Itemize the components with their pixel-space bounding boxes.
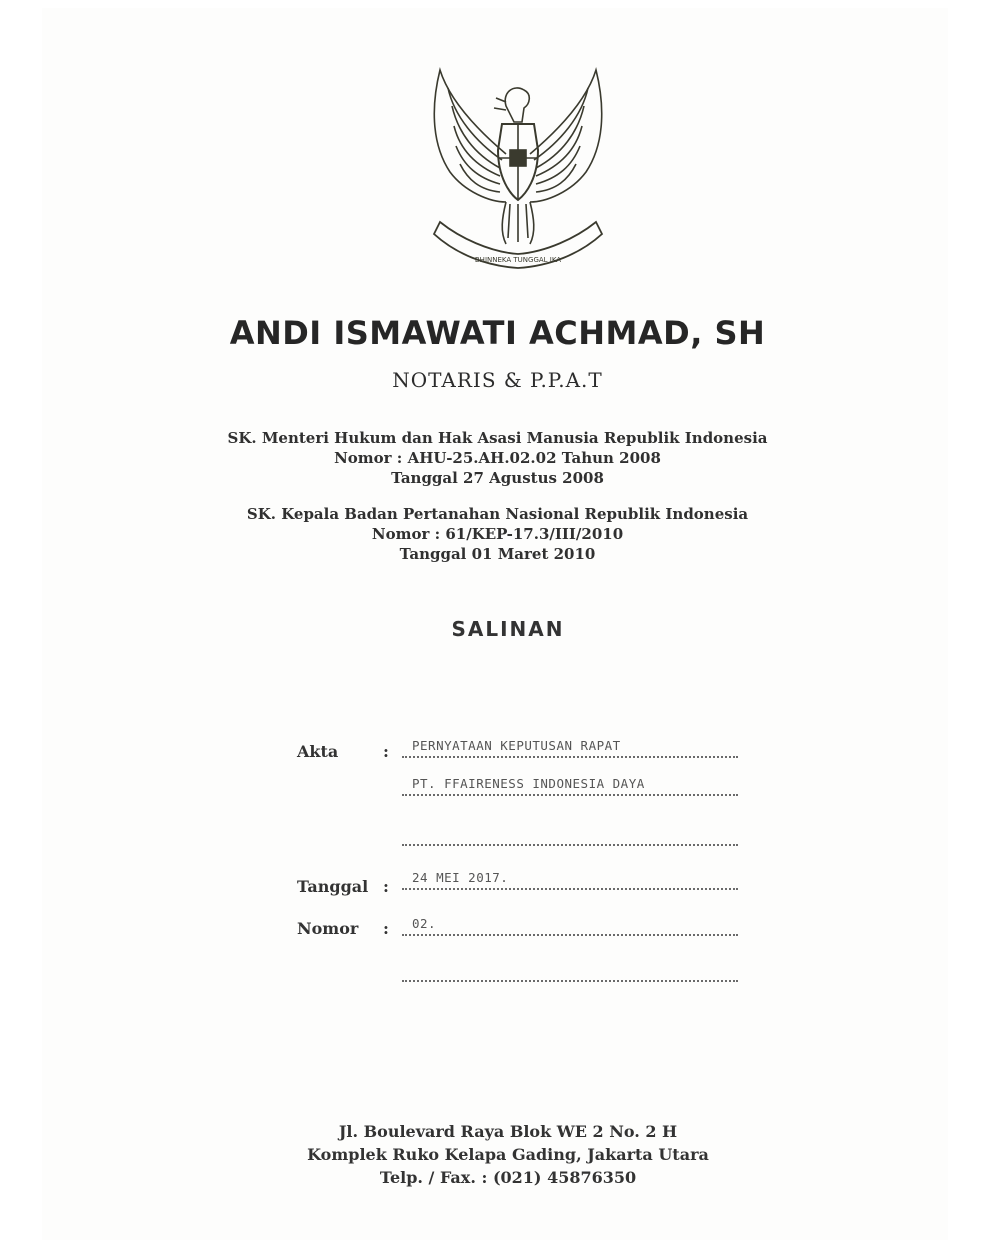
nomor-line-2 [402, 962, 738, 982]
akta-line-2: PT. FFAIRENESS INDONESIA DAYA [402, 776, 738, 796]
nomor-colon: : [383, 919, 389, 938]
contact-line: Telp. / Fax. : (021) 45876350 [379, 1168, 637, 1187]
tanggal-colon: : [383, 877, 389, 896]
tanggal-label: Tanggal [297, 877, 369, 896]
sk-ministry-line2: Nomor : AHU-25.AH.02.02 Tahun 2008 [334, 449, 661, 467]
sk-land-agency-block [0, 504, 995, 564]
emblem-motto: BHINNEKA TUNGGAL IKA [474, 256, 562, 264]
office-address [0, 1120, 995, 1189]
tanggal-value: 24 MEI 2017. [402, 870, 738, 890]
sk-land-agency-line3: Tanggal 01 Maret 2010 [399, 545, 596, 563]
salinan-heading: SALINAN [451, 617, 565, 641]
sk-ministry-block [0, 428, 995, 488]
sk-land-agency-line2: Nomor : 61/KEP-17.3/III/2010 [371, 525, 624, 543]
address-line2: Komplek Ruko Kelapa Gading, Jakarta Utara [307, 1145, 709, 1164]
akta-label: Akta [297, 742, 339, 761]
nomor-label: Nomor [297, 919, 359, 938]
sk-ministry-line3: Tanggal 27 Agustus 2008 [391, 469, 604, 487]
address-line1: Jl. Boulevard Raya Blok WE 2 No. 2 H [338, 1122, 678, 1141]
notary-name: ANDI ISMAWATI ACHMAD, SH [229, 314, 766, 352]
akta-colon: : [383, 742, 389, 761]
garuda-emblem [410, 62, 626, 274]
akta-line-1: PERNYATAAN KEPUTUSAN RAPAT [402, 738, 738, 758]
sk-land-agency-line1: SK. Kepala Badan Pertanahan Nasional Republik Indonesia [246, 505, 749, 523]
nomor-value: 02. [402, 916, 738, 936]
sk-ministry-line1: SK. Menteri Hukum dan Hak Asasi Manusia Republik Indonesia [227, 429, 768, 447]
notary-title: NOTARIS & P.P.A.T [392, 368, 603, 392]
akta-line-3 [402, 826, 738, 846]
